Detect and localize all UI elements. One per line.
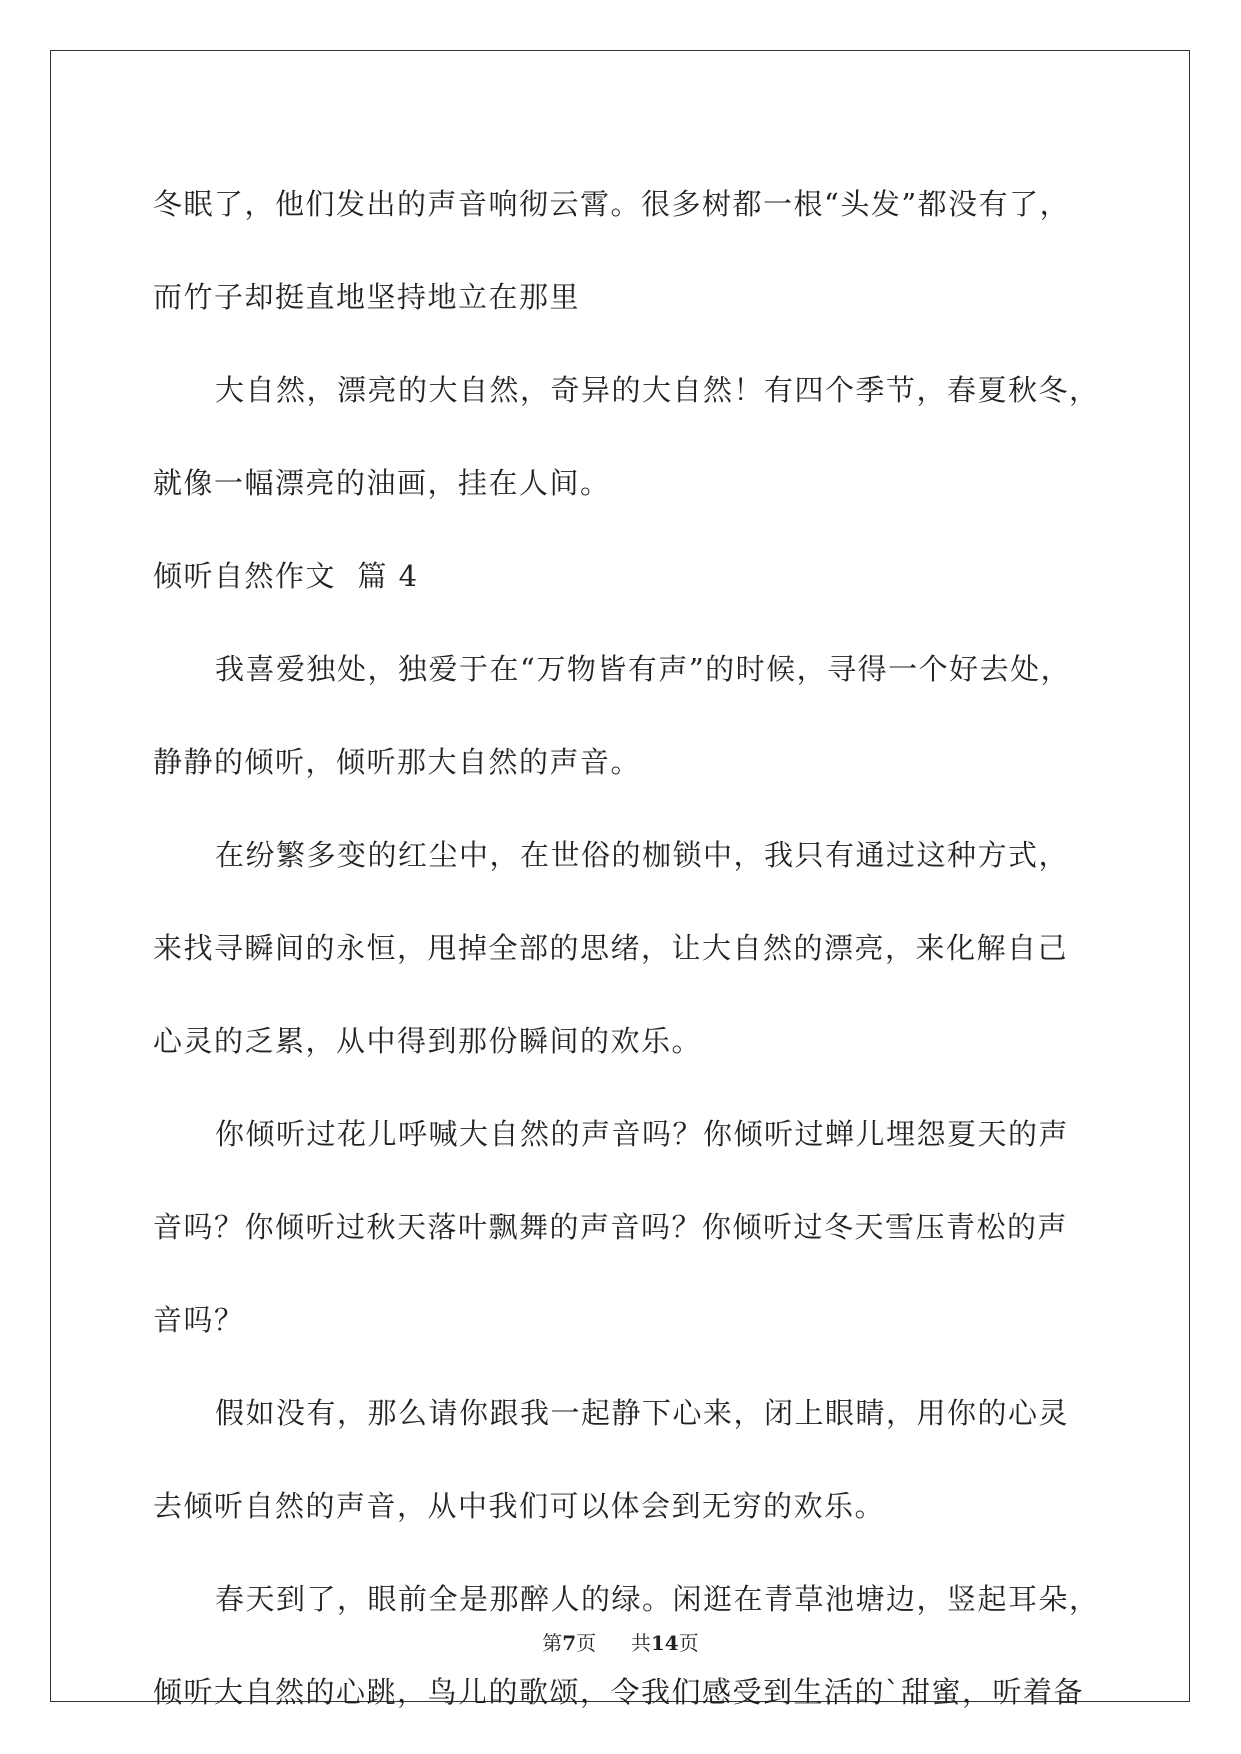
text-line: 大自然，漂亮的大自然，奇异的大自然！有四个季节，春夏秋冬， xyxy=(215,373,1100,407)
page-footer xyxy=(0,1627,1241,1656)
text-line: 音吗？你倾听过秋天落叶飘舞的声音吗？你倾听过冬天雪压青松的声 xyxy=(153,1210,1069,1244)
footer-page-word: 页 xyxy=(576,1631,597,1655)
footer-total-prefix: 共 xyxy=(630,1631,651,1655)
footer-total-suffix: 页 xyxy=(678,1631,699,1655)
text-line: 去倾听自然的声音，从中我们可以体会到无穷的欢乐。 xyxy=(153,1489,886,1523)
text-line: 音吗？ xyxy=(153,1303,245,1337)
text-line: 来找寻瞬间的永恒，甩掉全部的思绪，让大自然的漂亮，来化解自己 xyxy=(153,931,1069,965)
footer-total-pages: 14 xyxy=(650,1631,679,1655)
text-line: 假如没有，那么请你跟我一起静下心来，闭上眼睛，用你的心灵 xyxy=(215,1396,1070,1430)
document-body xyxy=(153,158,1100,1739)
text-line: 而竹子却挺直地坚持地立在那里 xyxy=(153,280,581,314)
footer-current-page: 7 xyxy=(562,1631,577,1655)
section-heading: 倾听自然作文 篇 4 xyxy=(153,559,419,593)
text-line: 静静的倾听，倾听那大自然的声音。 xyxy=(153,745,642,779)
footer-prefix: 第 xyxy=(542,1631,563,1655)
text-line: 春天到了，眼前全是那醉人的绿。闲逛在青草池塘边，竖起耳朵， xyxy=(215,1582,1100,1616)
text-line: 你倾听过花儿呼喊大自然的声音吗？你倾听过蝉儿埋怨夏天的声 xyxy=(215,1117,1070,1151)
text-line: 倾听大自然的心跳，鸟儿的歌颂，令我们感受到生活的`甜蜜，听着备 xyxy=(153,1675,1085,1709)
text-line: 心灵的乏累，从中得到那份瞬间的欢乐。 xyxy=(153,1024,703,1058)
text-line: 我喜爱独处，独爱于在“万物皆有声”的时候，寻得一个好去处， xyxy=(215,652,1072,686)
text-line: 在纷繁多变的红尘中，在世俗的枷锁中，我只有通过这种方式， xyxy=(215,838,1070,872)
text-line: 就像一幅漂亮的油画，挂在人间。 xyxy=(153,466,611,500)
text-line: 冬眠了，他们发出的声音响彻云霄。很多树都一根“头发”都没有了， xyxy=(153,187,1071,221)
